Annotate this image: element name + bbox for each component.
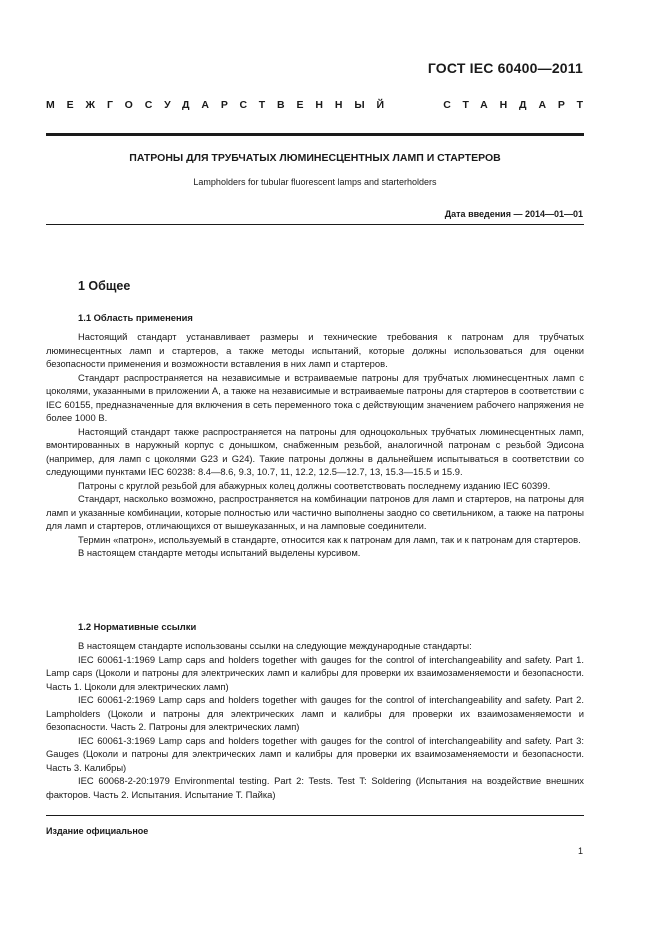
page-number: 1 xyxy=(577,846,583,856)
edition-label: Издание официальное xyxy=(46,826,149,836)
banner-word-interstate: МЕЖГОСУДАРСТВЕННЫЙ xyxy=(46,99,396,111)
paragraph: IEC 60061-2:1969 Lamp caps and holders together with gauges for the control of interchangeability and safety. Part 2. Lampholders (Цоколи и патроны для электрических ламп и калибры для проверки их взаимозаменяемости и безопасности. Часть 2. Патроны для электрических ламп) xyxy=(46,694,584,732)
header-rule xyxy=(46,133,584,136)
paragraph: В настоящем стандарте методы испытаний выделены курсивом. xyxy=(78,547,361,558)
paragraph: IEC 60068-2-20:1979 Environmental testing. Part 2: Tests. Test T: Soldering (Испытания на воздействие внешних факторов. Часть 2. Испытания. Испытание Т. Пайка) xyxy=(46,775,584,800)
paragraph: В настоящем стандарте использованы ссылки на следующие международные стандарты: xyxy=(78,640,472,651)
paragraph: IEC 60061-1:1969 Lamp caps and holders together with gauges for the control of interchangeability and safety. Part 1. Lamp caps (Цоколи и патроны для электрических ламп и калибры для проверки их взаимозаменяемости и безопасности. Часть 1. Цоколи для электрических ламп) xyxy=(46,653,584,692)
footer-rule xyxy=(46,815,584,816)
standard-id: ГОСТ IEC 60400—2011 xyxy=(427,60,583,76)
paragraph: Патроны с круглой резьбой для абажурных колец должны соответствовать последнему изданию IEC 60399. xyxy=(78,479,551,491)
banner-word-standard: СТАНДАРТ xyxy=(443,99,595,111)
paragraph: IEC 60061-3:1969 Lamp caps and holders together with gauges for the control of interchangeability and safety. Part 3: Gauges (Цоколи и патроны для электрических ламп и калибры для проверки их взаимозаменяемости и безопасности. Часть 3. Калибры) xyxy=(46,734,584,773)
document-title: ПАТРОНЫ ДЛЯ ТРУБЧАТЫХ ЛЮМИНЕСЦЕНТНЫХ ЛАМП И СТАРТЕРОВ xyxy=(129,152,501,164)
paragraph: Настоящий стандарт также распространяется на патроны для одноцокольных трубчатых люминесцентных ламп, вмонтированных в наружный корпус с донышком, снабженным резьбой, аналогичной патронам с резьбой Эдисона (например, для ламп с цоколями G23 и G24). Такие патроны должны в дальнейшем испытываться в соответствии со следующими пунктами IEC 60238: 8.4—8.6, 9.3, 10.7, 11, 12.2, 12.5—12.7, 13, 15.3—15.5 и 15.9. xyxy=(46,425,584,477)
document-title-en: Lampholders for tubular fluorescent lamps and starterholders xyxy=(193,177,437,187)
scope-text xyxy=(46,330,584,560)
standard-banner xyxy=(46,99,595,115)
paragraph: Стандарт распространяется на независимые и встраиваемые патроны для трубчатых люминесцентных ламп с цоколями, указанными в приложении А, а также на независимые и встраиваемые патроны для стартеров в соответствии с IEC 60155, предназначенные для включения в сеть переменного тока с действующим значением рабочего напряжения не более 1000 В. xyxy=(46,371,584,423)
references-text xyxy=(46,639,584,801)
section-heading: 1 Общее xyxy=(78,279,131,293)
paragraph: Стандарт, насколько возможно, распространяется на комбинации патронов для ламп и стартеров, на патроны для ламп и указанные комбинации, которые полностью или частично выполнены заодно со светильником, а также на патроны для ламп и стартеров, отличающихся от вышеуказанных, и на ламповые соединители. xyxy=(46,493,584,531)
subsection-heading-references: 1.2 Нормативные ссылки xyxy=(78,621,197,632)
paragraph: Настоящий стандарт устанавливает размеры и технические требования к патронам для трубчатых люминесцентных ламп и стартеров, а также методы испытаний, которые должны использоваться для оценки безопасности применения и возможности вставления в них ламп и стартеров. xyxy=(46,331,584,369)
introduction-date: Дата введения — 2014—01—01 xyxy=(444,209,583,219)
subsection-heading-scope: 1.1 Область применения xyxy=(78,312,193,323)
date-rule xyxy=(46,224,584,225)
paragraph: Термин «патрон», используемый в стандарте, относится как к патронам для ламп, так и к патронам для стартеров. xyxy=(78,533,581,545)
